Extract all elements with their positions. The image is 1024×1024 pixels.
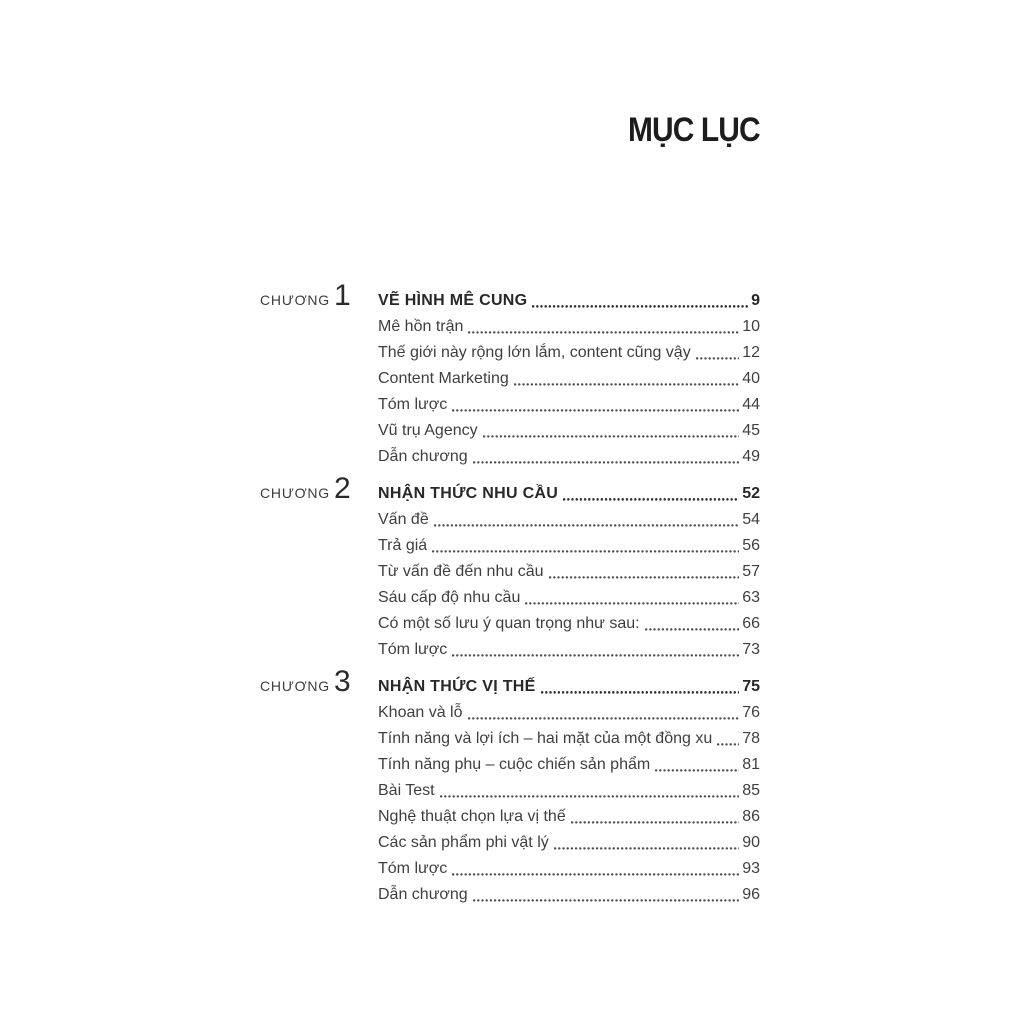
dotted-leader (529, 288, 751, 314)
toc-row (378, 314, 760, 340)
page-number: 49 (742, 448, 760, 465)
toc-row (378, 882, 760, 908)
dotted-leader (480, 418, 743, 444)
dotted-leader (449, 856, 742, 882)
toc-row (378, 778, 760, 804)
toc-row (378, 830, 760, 856)
page-number: 78 (742, 730, 760, 747)
dotted-leader (551, 830, 742, 856)
toc-entry-title: Tóm lược (378, 641, 448, 658)
page-number: 96 (742, 886, 760, 903)
page-number: 12 (742, 344, 760, 361)
dotted-leader (511, 366, 742, 392)
toc-entry-title: Dẫn chương (378, 448, 468, 465)
page-number: 63 (742, 589, 760, 606)
dotted-leader (642, 611, 743, 637)
dotted-leader (470, 882, 743, 908)
chapter-header-row (260, 279, 760, 314)
dotted-leader (449, 392, 742, 418)
toc-entry-title: Thế giới này rộng lớn lắm, content cũng vậy (378, 344, 691, 361)
page-title: MỤC LỤC (628, 111, 760, 149)
dotted-leader (652, 752, 742, 778)
chapter-label-word: CHƯƠNG (260, 292, 330, 308)
dotted-leader (465, 700, 743, 726)
chapter-number: 3 (333, 665, 351, 698)
toc-entry-title: Bài Test (378, 782, 435, 799)
chapter-title: NHẬN THỨC VỊ THẾ (378, 678, 536, 695)
toc-entry-title: Nghệ thuật chọn lựa vị thế (378, 808, 566, 825)
toc-entry-title: Trả giá (378, 537, 428, 554)
page-number: 81 (742, 756, 760, 773)
page-number: 9 (751, 292, 760, 309)
chapter-section-3 (258, 665, 760, 908)
chapter-label-word: CHƯƠNG (260, 485, 330, 501)
page-number: 44 (742, 396, 760, 413)
page-number: 85 (742, 782, 760, 799)
toc-entry-title: Vấn đề (378, 511, 429, 528)
toc-entry-title: Vũ trụ Agency (378, 422, 478, 439)
dotted-leader (714, 726, 742, 752)
page-number: 40 (742, 370, 760, 387)
toc-entry-title: Tính năng phụ – cuộc chiến sản phẩm (378, 756, 651, 773)
page-number: 90 (742, 834, 760, 851)
toc-row (378, 340, 760, 366)
dotted-leader (431, 507, 742, 533)
toc-entry-title: Khoan và lỗ (378, 704, 463, 721)
chapter-label (260, 474, 351, 504)
page-number: 86 (742, 808, 760, 825)
toc-entry-title: Dẫn chương (378, 886, 468, 903)
dotted-leader (429, 533, 742, 559)
table-of-contents (258, 279, 760, 908)
dotted-leader (538, 674, 743, 700)
chapter-title: VẼ HÌNH MÊ CUNG (378, 292, 528, 309)
toc-entry-title: Tóm lược (378, 396, 448, 413)
toc-row (378, 507, 760, 533)
page-number: 45 (742, 422, 760, 439)
page-number: 54 (742, 511, 760, 528)
toc-row (378, 418, 760, 444)
toc-row (378, 856, 760, 882)
toc-row (378, 533, 760, 559)
chapter-label (260, 281, 351, 311)
toc-entry-title: Các sản phẩm phi vật lý (378, 834, 549, 851)
toc-entry-title: Có một số lưu ý quan trọng như sau: (378, 615, 640, 632)
dotted-leader (470, 444, 743, 470)
chapter-number: 1 (333, 279, 351, 312)
toc-row (378, 585, 760, 611)
toc-row (378, 366, 760, 392)
page-number: 66 (742, 615, 760, 632)
toc-entry-title: Tóm lược (378, 860, 448, 877)
toc-entry-title: Mê hồn trận (378, 318, 464, 335)
dotted-leader (437, 778, 743, 804)
chapter-title: NHẬN THỨC NHU CẦU (378, 485, 559, 502)
page-number: 57 (742, 563, 760, 580)
chapter-number: 2 (333, 472, 351, 505)
toc-entry-title: Từ vấn đề đến nhu cầu (378, 563, 544, 580)
toc-entry-title: Sáu cấp độ nhu cầu (378, 589, 521, 606)
page-number: 75 (742, 678, 760, 695)
toc-entry-title: Content Marketing (378, 370, 509, 387)
chapter-header-row (260, 665, 760, 700)
page-number: 56 (742, 537, 760, 554)
toc-entry-title: Tính năng và lợi ích – hai mặt của một đồng xu (378, 730, 713, 747)
toc-row (378, 752, 760, 778)
page-number: 10 (742, 318, 760, 335)
page-number: 73 (742, 641, 760, 658)
page-number: 93 (742, 860, 760, 877)
dotted-leader (465, 314, 742, 340)
dotted-leader (568, 804, 742, 830)
dotted-leader (693, 340, 743, 366)
page-number: 76 (742, 704, 760, 721)
dotted-leader (560, 481, 742, 507)
dotted-leader (546, 559, 743, 585)
toc-row (378, 444, 760, 470)
dotted-leader (449, 637, 742, 663)
toc-row (378, 700, 760, 726)
toc-row (378, 559, 760, 585)
toc-row (378, 611, 760, 637)
page-number: 52 (742, 485, 760, 502)
toc-row (378, 637, 760, 663)
chapter-label (260, 667, 351, 697)
chapter-section-2 (258, 472, 760, 663)
chapter-label-word: CHƯƠNG (260, 678, 330, 694)
dotted-leader (522, 585, 742, 611)
chapter-header-row (260, 472, 760, 507)
toc-row (378, 392, 760, 418)
toc-row (378, 804, 760, 830)
chapter-section-1 (258, 279, 760, 470)
toc-row (378, 726, 760, 752)
